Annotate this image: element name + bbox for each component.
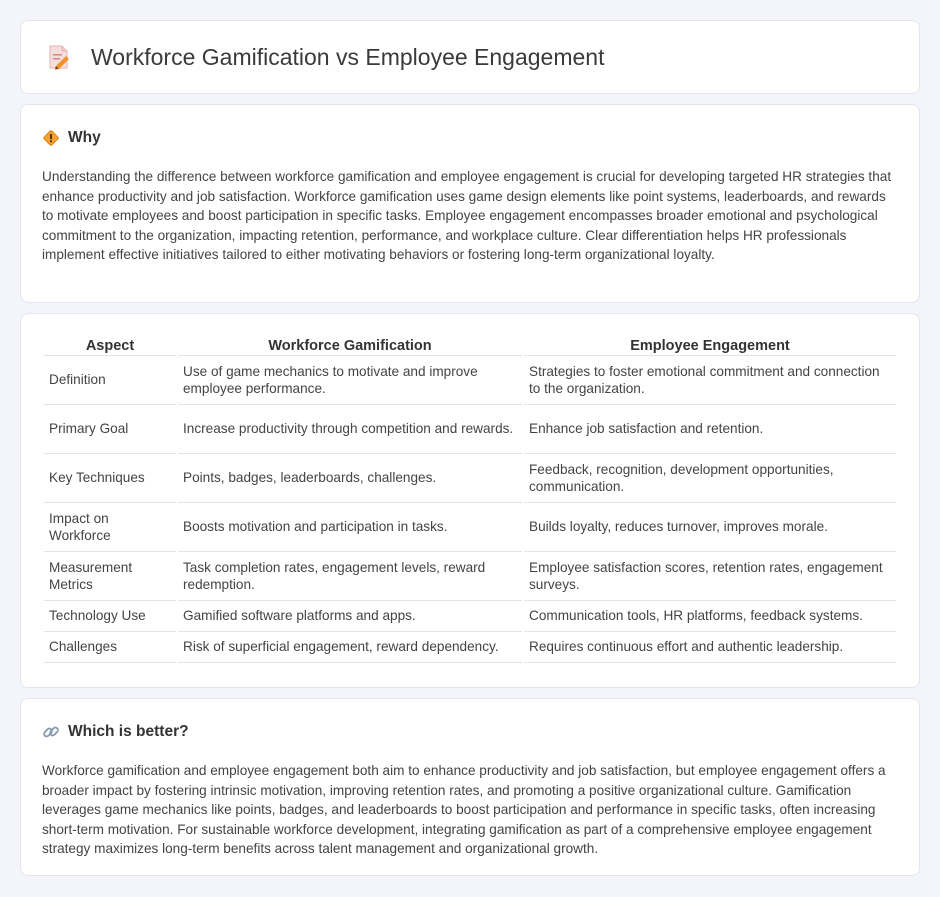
table-cell: Requires continuous effort and authentic leadership.	[524, 632, 896, 663]
table-cell: Task completion rates, engagement levels, reward redemption.	[178, 552, 522, 601]
table-cell: Technology Use	[44, 601, 176, 632]
table-cell: Measurement Metrics	[44, 552, 176, 601]
table-row	[44, 405, 896, 454]
why-header	[42, 129, 898, 147]
column-header: Aspect	[44, 334, 176, 356]
page-title: Workforce Gamification vs Employee Engagement	[91, 43, 605, 70]
column-header: Workforce Gamification	[178, 334, 522, 356]
table-header-row	[44, 334, 896, 356]
table-row	[44, 356, 896, 405]
table-cell: Strategies to foster emotional commitment and connection to the organization.	[524, 356, 896, 405]
table-row	[44, 454, 896, 503]
table-cell: Communication tools, HR platforms, feedback systems.	[524, 601, 896, 632]
link-icon	[42, 723, 60, 741]
better-text: Workforce gamification and employee engagement both aim to enhance productivity and job satisfaction, but employee engagement offers a broader impact by fostering intrinsic motivation, improving retention rates, and promoting a positive organizational culture. Gamification leverages game mechanics like points, badges, and leaderboards to boost participation and performance in specific tasks, often increasing short-term motivation. For sustainable workforce development, integrating gamification as part of a comprehensive employee engagement strategy maximizes long-term benefits across talent management and organizational growth.	[42, 763, 886, 856]
table-cell: Feedback, recognition, development opportunities, communication.	[524, 454, 896, 503]
warning-sign-icon	[42, 129, 60, 147]
table-cell: Challenges	[44, 632, 176, 663]
why-text: Understanding the difference between workforce gamification and employee engagement is crucial for developing targeted HR strategies that enhance productivity and job satisfaction. Workforce gamification uses game design elements like point systems, leaderboards, and rewards to motivate employees and boost participation in specific tasks. Employee engagement encompasses broader emotional and psychological commitment to the organization, impacting retention, performance, and workplace culture. Clear differentiation helps HR professionals implement effective initiatives tailored to either motivating behaviors or fostering long-term organizational loyalty.	[42, 169, 892, 262]
table-row	[44, 503, 896, 552]
better-header	[42, 723, 898, 741]
table-row	[44, 552, 896, 601]
table-cell: Enhance job satisfaction and retention.	[524, 405, 896, 454]
table-cell: Boosts motivation and participation in tasks.	[178, 503, 522, 552]
table-cell: Gamified software platforms and apps.	[178, 601, 522, 632]
table-cell: Risk of superficial engagement, reward dependency.	[178, 632, 522, 663]
table-row	[44, 601, 896, 632]
document-edit-icon	[47, 44, 71, 70]
table-cell: Builds loyalty, reduces turnover, improves morale.	[524, 503, 896, 552]
table-cell: Employee satisfaction scores, retention rates, engagement surveys.	[524, 552, 896, 601]
table-cell: Impact on Workforce	[44, 503, 176, 552]
why-section	[20, 104, 920, 303]
better-heading: Which is better?	[68, 723, 189, 740]
title-card	[20, 20, 920, 94]
column-header: Employee Engagement	[524, 334, 896, 356]
comparison-table	[42, 334, 898, 663]
table-cell: Increase productivity through competition and rewards.	[178, 405, 522, 454]
comparison-section	[20, 313, 920, 688]
table-cell: Key Techniques	[44, 454, 176, 503]
table-cell: Definition	[44, 356, 176, 405]
table-cell: Use of game mechanics to motivate and improve employee performance.	[178, 356, 522, 405]
table-cell: Primary Goal	[44, 405, 176, 454]
table-cell: Points, badges, leaderboards, challenges.	[178, 454, 522, 503]
table-row	[44, 632, 896, 663]
which-is-better-section	[20, 698, 920, 876]
why-heading: Why	[68, 129, 101, 146]
